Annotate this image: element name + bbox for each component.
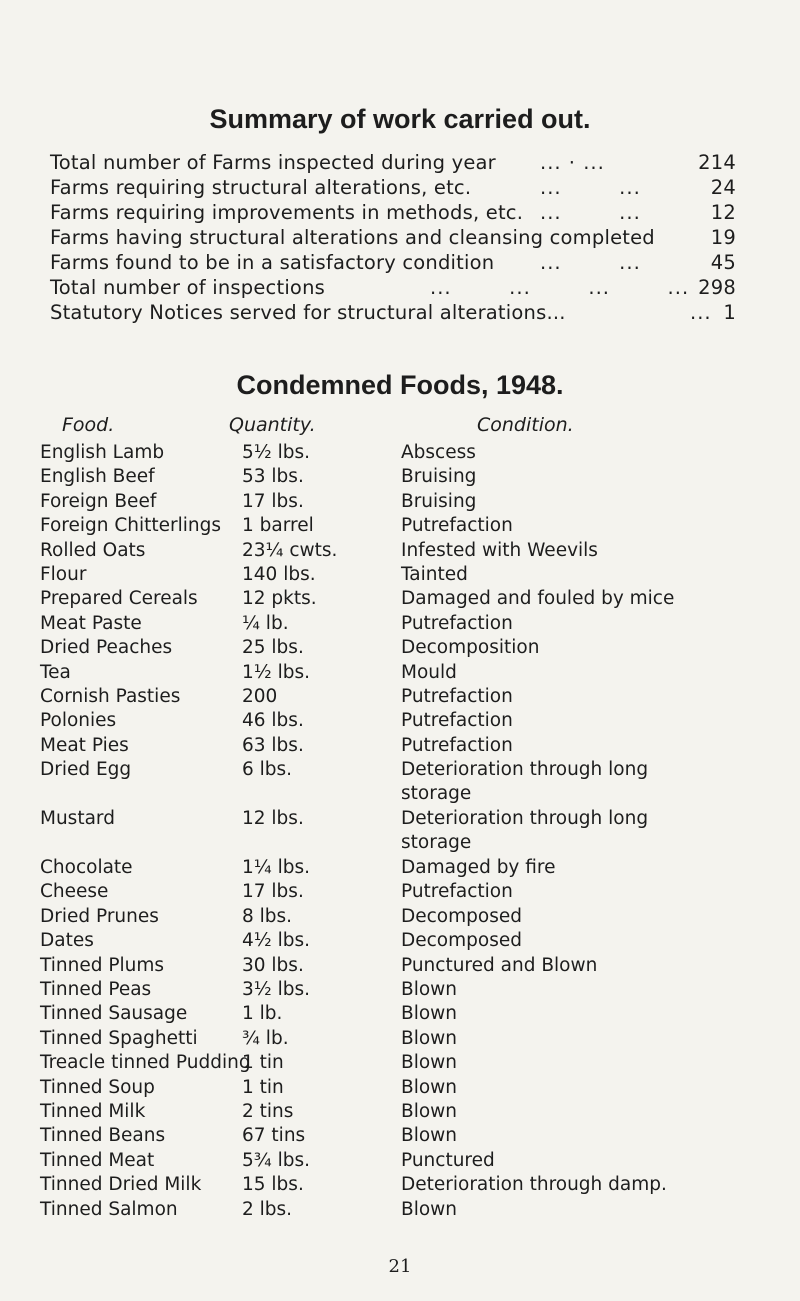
summary-value: 24	[710, 176, 736, 199]
quantity-cell: 53 lbs.	[242, 466, 304, 488]
table-row	[0, 636, 800, 660]
table-row	[0, 490, 800, 514]
table-row	[0, 1051, 800, 1075]
table-row	[0, 1198, 800, 1222]
quantity-cell: 6 lbs.	[242, 759, 293, 781]
quantity-cell: 67 tins	[242, 1125, 306, 1147]
condition-cell: Putrefaction	[401, 881, 513, 903]
table-row	[0, 856, 800, 880]
condition-cell: Damaged and fouled by mice	[401, 588, 675, 610]
quantity-cell: 1½ lbs.	[242, 661, 310, 683]
condition-cell: Blown	[401, 1100, 458, 1122]
condition-cell: Infested with Weevils	[401, 539, 598, 561]
food-cell: Tinned Salmon	[40, 1198, 178, 1220]
condition-cell: Blown	[401, 1198, 458, 1220]
quantity-cell: 200	[242, 685, 278, 707]
summary-value: 214	[698, 151, 736, 174]
table-row	[0, 734, 800, 758]
quantity-cell: 2 tins	[242, 1100, 294, 1122]
quantity-cell: 12 pkts.	[242, 588, 317, 610]
table-row	[0, 685, 800, 709]
table-row	[0, 978, 800, 1002]
quantity-cell: 140 lbs.	[242, 563, 316, 585]
food-cell: Dried Peaches	[40, 637, 173, 659]
table-row	[0, 587, 800, 611]
summary-list	[50, 150, 740, 325]
condemned-foods-title: Condemned Foods, 1948.	[236, 370, 564, 400]
header-food: Food.	[62, 414, 115, 436]
food-cell: Tinned Meat	[40, 1149, 155, 1171]
table-row	[0, 1149, 800, 1173]
table-row	[0, 1027, 800, 1051]
food-cell: Mustard	[40, 808, 115, 830]
quantity-cell: 3½ lbs.	[242, 979, 310, 1001]
condition-cell: Blown	[401, 979, 458, 1001]
quantity-cell: 5½ lbs.	[242, 442, 310, 463]
quantity-cell: 1 tin	[242, 1052, 284, 1074]
summary-row	[50, 150, 740, 175]
quantity-cell: 15 lbs.	[242, 1174, 304, 1196]
leader-dots: ... ...	[540, 176, 641, 199]
table-row	[0, 514, 800, 538]
food-cell: Tea	[40, 661, 71, 683]
table-row	[0, 1124, 800, 1148]
quantity-cell: 17 lbs.	[242, 881, 304, 903]
food-cell: English Lamb	[40, 442, 165, 463]
food-cell: Polonies	[40, 710, 117, 732]
table-row	[0, 563, 800, 587]
food-cell: Dates	[40, 930, 94, 952]
quantity-cell: 46 lbs.	[242, 710, 304, 732]
page-number: 21	[388, 1256, 412, 1277]
food-cell: Foreign Chitterlings	[40, 515, 222, 537]
food-cell: Meat Pies	[40, 734, 129, 756]
quantity-cell: ¾ lb.	[242, 1027, 289, 1049]
summary-label: Statutory Notices served for structural alterations...	[50, 301, 566, 324]
quantity-cell: 2 lbs.	[242, 1198, 293, 1220]
food-cell: Chocolate	[40, 857, 133, 879]
quantity-cell: 8 lbs.	[242, 905, 293, 927]
quantity-cell: 1 barrel	[242, 515, 314, 537]
quantity-cell: 1 tin	[242, 1076, 284, 1098]
table-row	[0, 465, 800, 489]
food-cell: Tinned Plums	[40, 954, 165, 976]
condition-cell: Deterioration through long storage	[401, 759, 649, 805]
quantity-cell: 1¼ lbs.	[242, 857, 310, 879]
condition-cell: Abscess	[401, 442, 476, 463]
quantity-cell: ¼ lb.	[242, 612, 289, 634]
condition-cell: Blown	[401, 1125, 458, 1147]
food-cell: English Beef	[40, 466, 155, 488]
table-row	[0, 441, 800, 465]
summary-row	[50, 225, 740, 250]
condition-cell: Blown	[401, 1027, 458, 1049]
condition-cell: Putrefaction	[401, 612, 513, 634]
table-row	[0, 758, 800, 807]
table-row	[0, 880, 800, 904]
quantity-cell: 5¾ lbs.	[242, 1149, 310, 1171]
leader-dots: ... ... ... ...	[430, 276, 690, 299]
food-cell: Meat Paste	[40, 612, 142, 634]
summary-row	[50, 250, 740, 275]
condition-cell: Putrefaction	[401, 710, 513, 732]
summary-title: Summary of work carried out.	[209, 104, 591, 134]
quantity-cell: 4½ lbs.	[242, 930, 310, 952]
summary-row	[50, 300, 740, 325]
summary-value: 12	[710, 201, 736, 224]
quantity-cell: 63 lbs.	[242, 734, 304, 756]
table-row	[0, 905, 800, 929]
table-row	[0, 539, 800, 563]
food-cell: Tinned Sausage	[40, 1003, 188, 1025]
summary-row	[50, 200, 740, 225]
condition-cell: Decomposed	[401, 930, 522, 952]
food-cell: Flour	[40, 563, 87, 585]
summary-row	[50, 175, 740, 200]
food-cell: Tinned Peas	[40, 979, 152, 1001]
condition-cell: Blown	[401, 1003, 458, 1025]
condition-cell: Bruising	[401, 466, 477, 488]
summary-value: 1	[723, 301, 736, 324]
leader-dots: ... ...	[540, 251, 641, 274]
leader-dots: ...	[690, 301, 712, 324]
food-cell: Cornish Pasties	[40, 685, 181, 707]
quantity-cell: 17 lbs.	[242, 490, 304, 512]
header-condition: Condition.	[477, 414, 574, 436]
food-cell: Tinned Soup	[40, 1076, 155, 1098]
condition-cell: Decomposition	[401, 637, 540, 659]
condition-cell: Bruising	[401, 490, 477, 512]
table-row	[0, 954, 800, 978]
table-row	[0, 1100, 800, 1124]
summary-row	[50, 275, 740, 300]
table-row	[0, 612, 800, 636]
food-cell: Tinned Beans	[40, 1125, 166, 1147]
summary-label: Farms found to be in a satisfactory condition	[50, 251, 495, 274]
food-cell: Tinned Milk	[40, 1100, 146, 1122]
table-row	[0, 1173, 800, 1197]
food-cell: Prepared Cereals	[40, 588, 198, 610]
food-cell: Tinned Spaghetti	[40, 1027, 198, 1049]
quantity-cell: 30 lbs.	[242, 954, 304, 976]
table-row	[0, 929, 800, 953]
food-cell: Dried Prunes	[40, 905, 159, 927]
food-cell: Rolled Oats	[40, 539, 146, 561]
table-row	[0, 807, 800, 856]
condition-cell: Putrefaction	[401, 685, 513, 707]
food-cell: Dried Egg	[40, 759, 132, 781]
food-cell: Treacle tinned Pudding	[40, 1052, 251, 1074]
quantity-cell: 1 lb.	[242, 1003, 283, 1025]
quantity-cell: 23¼ cwts.	[242, 539, 338, 561]
summary-value: 45	[710, 251, 736, 274]
summary-label: Farms requiring structural alterations, etc.	[50, 176, 472, 199]
summary-value: 19	[710, 226, 736, 249]
condition-cell: Blown	[401, 1052, 458, 1074]
condition-cell: Blown	[401, 1076, 458, 1098]
condition-cell: Punctured and Blown	[401, 954, 598, 976]
condition-cell: Putrefaction	[401, 734, 513, 756]
summary-value: 298	[698, 276, 736, 299]
quantity-cell: 25 lbs.	[242, 637, 304, 659]
condition-cell: Tainted	[401, 563, 468, 585]
condition-cell: Deterioration through damp.	[401, 1174, 667, 1196]
table-row	[0, 1076, 800, 1100]
condemned-foods-table	[0, 441, 800, 1222]
condition-cell: Decomposed	[401, 905, 522, 927]
table-row	[0, 661, 800, 685]
leader-dots: ... · ...	[540, 151, 605, 174]
table-row	[0, 1002, 800, 1026]
condition-cell: Putrefaction	[401, 515, 513, 537]
condition-cell: Mould	[401, 661, 457, 683]
quantity-cell: 12 lbs.	[242, 808, 304, 830]
summary-label: Total number of inspections	[50, 276, 325, 299]
food-cell: Cheese	[40, 881, 109, 903]
food-cell: Foreign Beef	[40, 490, 157, 512]
summary-label: Total number of Farms inspected during year	[50, 151, 496, 174]
table-header	[0, 414, 800, 440]
condition-cell: Deterioration through long storage	[401, 808, 649, 854]
food-cell: Tinned Dried Milk	[40, 1174, 202, 1196]
table-row	[0, 709, 800, 733]
summary-label: Farms having structural alterations and cleansing completed	[50, 226, 655, 249]
header-quantity: Quantity.	[229, 414, 316, 436]
condition-cell: Punctured	[401, 1149, 495, 1171]
leader-dots: ... ...	[540, 201, 641, 224]
summary-label: Farms requiring improvements in methods, etc.	[50, 201, 524, 224]
condition-cell: Damaged by fire	[401, 857, 556, 879]
